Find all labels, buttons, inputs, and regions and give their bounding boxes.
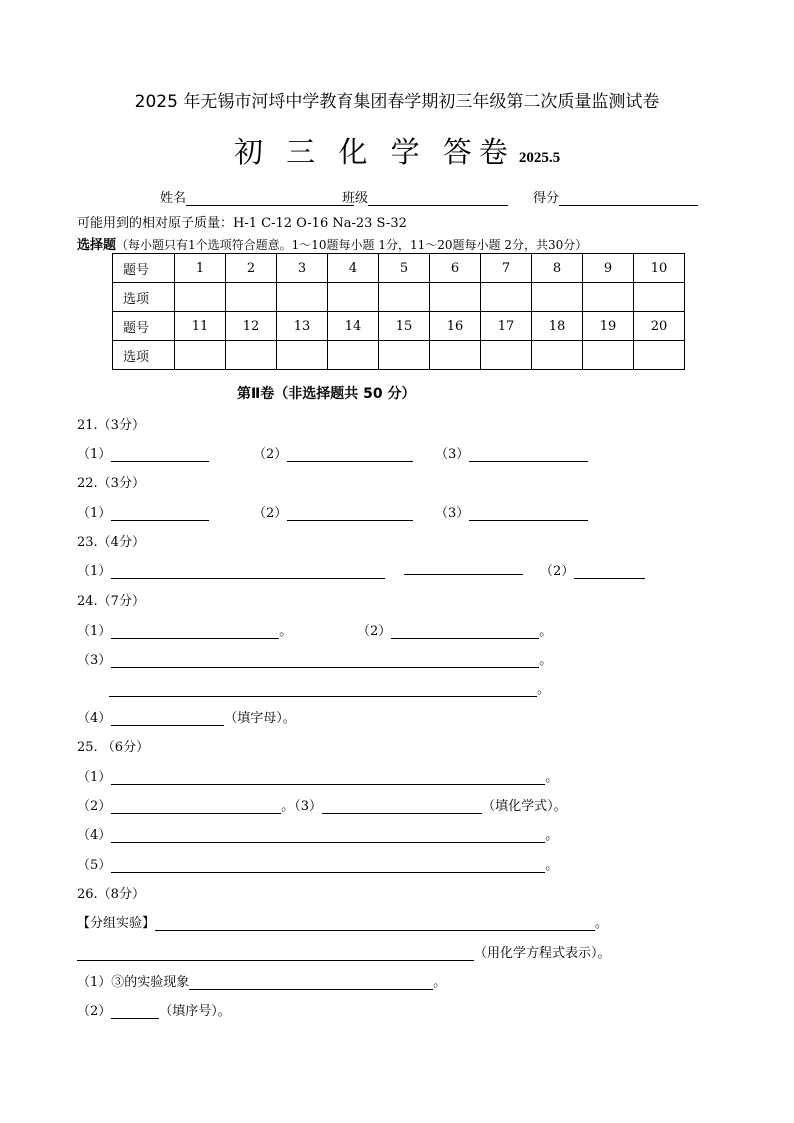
q26-part2 <box>77 1000 231 1019</box>
question-number: 1 <box>175 254 226 283</box>
name-field <box>160 187 354 206</box>
question-number: 3 <box>277 254 328 283</box>
q26-equation-line <box>77 942 611 961</box>
exam-subtitle <box>0 130 794 171</box>
question-24-heading: 24.（7分） <box>77 594 145 609</box>
q22-part1 <box>77 502 209 521</box>
q25-part5 <box>77 854 558 873</box>
answer-blank[interactable] <box>287 506 413 521</box>
q21-part3 <box>435 443 588 462</box>
answer-blank[interactable] <box>111 653 539 668</box>
class-field <box>342 187 508 206</box>
answer-cell[interactable] <box>634 283 685 312</box>
q24-part3-line2 <box>109 678 550 697</box>
answer-cell[interactable] <box>481 283 532 312</box>
period: 。 <box>545 858 559 873</box>
question-number: 11 <box>175 312 226 341</box>
answer-cell[interactable] <box>226 341 277 370</box>
answer-blank[interactable] <box>111 828 545 843</box>
subtitle-text: 初 三 化 学 答卷 <box>233 135 515 169</box>
q23-part2 <box>540 560 645 579</box>
answer-cell[interactable] <box>532 341 583 370</box>
period: 。 <box>545 828 559 843</box>
question-21-heading: 21.（3分） <box>77 418 145 433</box>
choice-label: 选择题 <box>77 238 117 253</box>
choice-intro <box>77 234 587 253</box>
part-label: （2） <box>77 799 112 814</box>
answer-blank[interactable] <box>111 711 224 726</box>
question-number: 17 <box>481 312 532 341</box>
part-label: （1） <box>77 447 112 462</box>
answer-cell[interactable] <box>634 341 685 370</box>
answer-blank[interactable] <box>391 624 539 639</box>
answer-blank[interactable] <box>111 564 385 579</box>
fill-letter-note: （填字母）。 <box>224 711 296 726</box>
question-number: 8 <box>532 254 583 283</box>
part-label: （2） <box>77 1004 112 1019</box>
q25-part2-3 <box>77 795 567 814</box>
score-label: 得分 <box>533 191 560 206</box>
fill-formula-note: （填化学式）。 <box>482 799 567 814</box>
answer-cell[interactable] <box>583 341 634 370</box>
answer-blank[interactable] <box>111 799 281 814</box>
question-number: 9 <box>583 254 634 283</box>
section-two-heading: 第Ⅱ卷（非选择题共 50 分） <box>237 386 416 402</box>
option-label: 选项 <box>113 341 175 370</box>
answer-blank[interactable] <box>111 858 545 873</box>
name-blank[interactable] <box>186 191 354 206</box>
question-number: 16 <box>430 312 481 341</box>
answer-blank[interactable] <box>111 1004 159 1019</box>
answer-blank[interactable] <box>404 560 523 575</box>
question-number: 20 <box>634 312 685 341</box>
answer-cell[interactable] <box>379 341 430 370</box>
question-number: 4 <box>328 254 379 283</box>
answer-blank[interactable] <box>77 946 474 961</box>
question-number-label: 题号 <box>113 254 175 283</box>
question-22-heading: 22.（3分） <box>77 476 145 491</box>
question-number: 5 <box>379 254 430 283</box>
q26-group-experiment <box>77 912 608 931</box>
answer-blank[interactable] <box>189 975 433 990</box>
q24-part4 <box>77 707 296 726</box>
answer-cell[interactable] <box>277 341 328 370</box>
part-label: （2） <box>253 506 288 521</box>
answer-cell[interactable] <box>175 283 226 312</box>
table-row <box>113 283 685 312</box>
question-number: 2 <box>226 254 277 283</box>
answer-blank[interactable] <box>469 447 588 462</box>
part-label: （3） <box>77 653 112 668</box>
part-label: （1） <box>77 770 112 785</box>
period: 。 <box>537 682 551 697</box>
q21-part2 <box>253 443 413 462</box>
part-label: （4） <box>77 711 112 726</box>
answer-cell[interactable] <box>175 341 226 370</box>
answer-cell[interactable] <box>328 283 379 312</box>
part-label: （2） <box>540 564 575 579</box>
question-number: 10 <box>634 254 685 283</box>
q23-part1 <box>77 560 385 579</box>
answer-table <box>112 253 685 370</box>
class-label: 班级 <box>342 191 369 206</box>
q23-part1-extra <box>404 560 523 575</box>
question-number-label: 题号 <box>113 312 175 341</box>
q24-part3 <box>77 649 552 668</box>
class-blank[interactable] <box>368 191 508 206</box>
period-part3-label: 。（3） <box>281 799 323 814</box>
part-label: （5） <box>77 858 112 873</box>
part-label: （4） <box>77 828 112 843</box>
question-26-heading: 26.（8分） <box>77 887 145 902</box>
table-row <box>113 312 685 341</box>
q24-part1 <box>77 620 292 639</box>
answer-cell[interactable] <box>328 341 379 370</box>
question-number: 15 <box>379 312 430 341</box>
score-blank[interactable] <box>559 191 698 206</box>
q22-part3 <box>435 502 588 521</box>
period: 。 <box>279 624 293 639</box>
score-field <box>533 187 698 206</box>
question-number: 18 <box>532 312 583 341</box>
period: 。 <box>433 975 447 990</box>
part-label: （1） <box>77 975 112 990</box>
period: 。 <box>539 624 553 639</box>
chem-eq-note: （用化学方程式表示）。 <box>474 946 611 961</box>
question-23-heading: 23.（4分） <box>77 535 145 550</box>
phenomenon-label: ③的实验现象 <box>111 975 190 990</box>
part-label: （1） <box>77 506 112 521</box>
question-number: 19 <box>583 312 634 341</box>
part-label: （3） <box>435 447 470 462</box>
answer-cell[interactable] <box>226 283 277 312</box>
table-row <box>113 341 685 370</box>
answer-cell[interactable] <box>430 283 481 312</box>
part-label: （2） <box>253 447 288 462</box>
question-number: 13 <box>277 312 328 341</box>
name-label: 姓名 <box>160 191 187 206</box>
period: 。 <box>545 770 559 785</box>
period: 。 <box>539 653 553 668</box>
answer-blank[interactable] <box>574 564 645 579</box>
q26-part1 <box>77 971 446 990</box>
question-25-heading: 25. （6分） <box>77 740 150 755</box>
q25-part4 <box>77 824 558 843</box>
fill-seq-note: （填序号）。 <box>159 1004 231 1019</box>
option-label: 选项 <box>113 283 175 312</box>
exam-date: 2025.5 <box>518 150 561 166</box>
q22-part2 <box>253 502 413 521</box>
question-number: 7 <box>481 254 532 283</box>
answer-cell[interactable] <box>583 283 634 312</box>
q25-part1 <box>77 766 558 785</box>
answer-cell[interactable] <box>532 283 583 312</box>
question-number: 14 <box>328 312 379 341</box>
answer-cell[interactable] <box>379 283 430 312</box>
group-exp-label: 【分组实验】 <box>77 916 156 931</box>
table-row <box>113 254 685 283</box>
answer-blank[interactable] <box>111 770 545 785</box>
answer-blank[interactable] <box>111 506 209 521</box>
exam-title: 2025 年无锡市河埒中学教育集团春学期初三年级第二次质量监测试卷 <box>134 92 660 112</box>
answer-blank[interactable] <box>111 624 279 639</box>
q21-part1 <box>77 443 209 462</box>
answer-blank[interactable] <box>111 447 209 462</box>
question-number: 6 <box>430 254 481 283</box>
period: 。 <box>595 916 609 931</box>
choice-note: （每小题只有1个选项符合题意。1～10题每小题 1分，11～20题每小题 2分，共30分） <box>116 238 588 252</box>
part-label: （1） <box>77 564 112 579</box>
answer-cell[interactable] <box>430 341 481 370</box>
question-number: 12 <box>226 312 277 341</box>
answer-blank[interactable] <box>155 916 595 931</box>
answer-blank[interactable] <box>322 799 482 814</box>
q24-part2 <box>357 620 552 639</box>
part-label: （2） <box>357 624 392 639</box>
answer-blank[interactable] <box>469 506 588 521</box>
answer-cell[interactable] <box>277 283 328 312</box>
answer-blank[interactable] <box>287 447 413 462</box>
part-label: （3） <box>435 506 470 521</box>
part-label: （1） <box>77 624 112 639</box>
answer-cell[interactable] <box>481 341 532 370</box>
answer-blank[interactable] <box>109 682 537 697</box>
atomic-mass-line: 可能用到的相对原子质量：H-1 C-12 O-16 Na-23 S-32 <box>77 216 407 231</box>
